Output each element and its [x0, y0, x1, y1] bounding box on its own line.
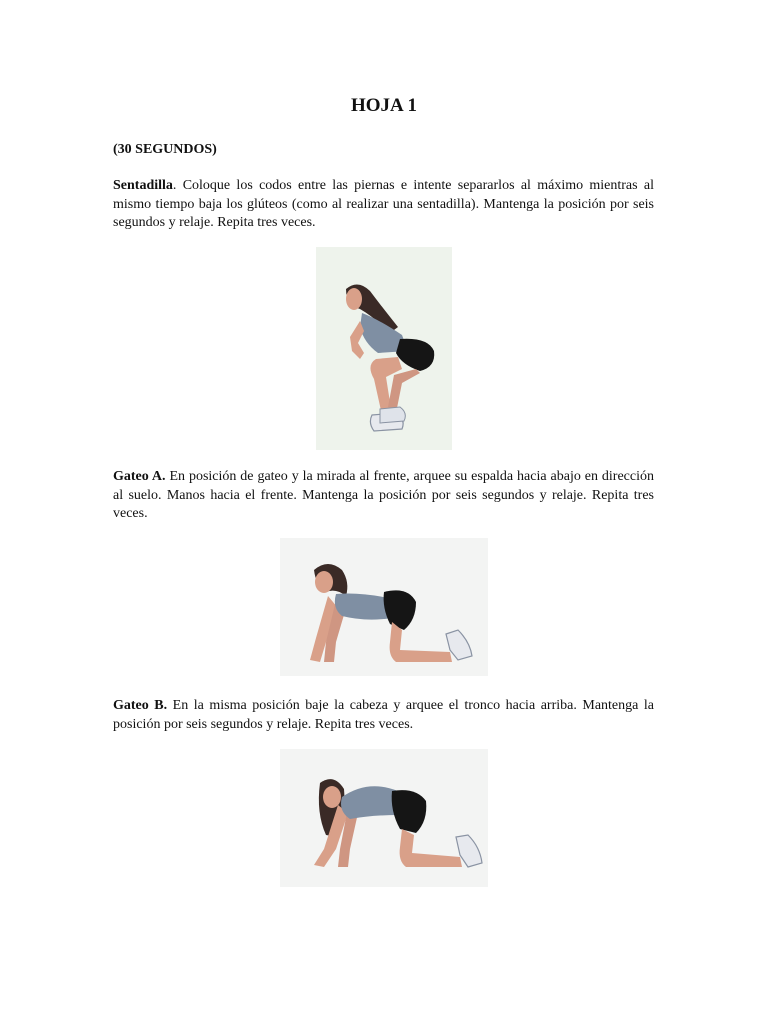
duration-label: (30 SEGUNDOS) [113, 142, 217, 157]
exercise-sentadilla-text [113, 177, 654, 233]
crawl-a-photo [280, 538, 488, 676]
exercise-name: Sentadilla [113, 178, 173, 193]
exercise-name: Gateo A. [113, 469, 166, 484]
exercise-description: En posición de gateo y la mirada al frente, arquee su espalda hacia abajo en dirección al suelo. Manos hacia el frente. Mantenga la posición por seis segundos y relaje. Repita tres veces. [113, 469, 654, 521]
page-title: HOJA 1 [351, 95, 417, 116]
exercise-gateo-b-text [113, 697, 654, 734]
squat-photo [316, 247, 452, 450]
exercise-description: . Coloque los codos entre las piernas e intente separarlos al máximo mientras al mismo tiempo baja los glúteos (como al realizar una sentadilla). Mantenga la posición por seis segundos y relaje. Repita tres veces. [113, 178, 654, 230]
exercise-description: En la misma posición baje la cabeza y arquee el tronco hacia arriba. Mantenga la posición por seis segundos y relaje. Repita tres veces. [113, 698, 654, 732]
crawl-b-photo [280, 749, 488, 887]
exercise-gateo-a-text [113, 468, 654, 524]
exercise-name: Gateo B. [113, 698, 168, 713]
